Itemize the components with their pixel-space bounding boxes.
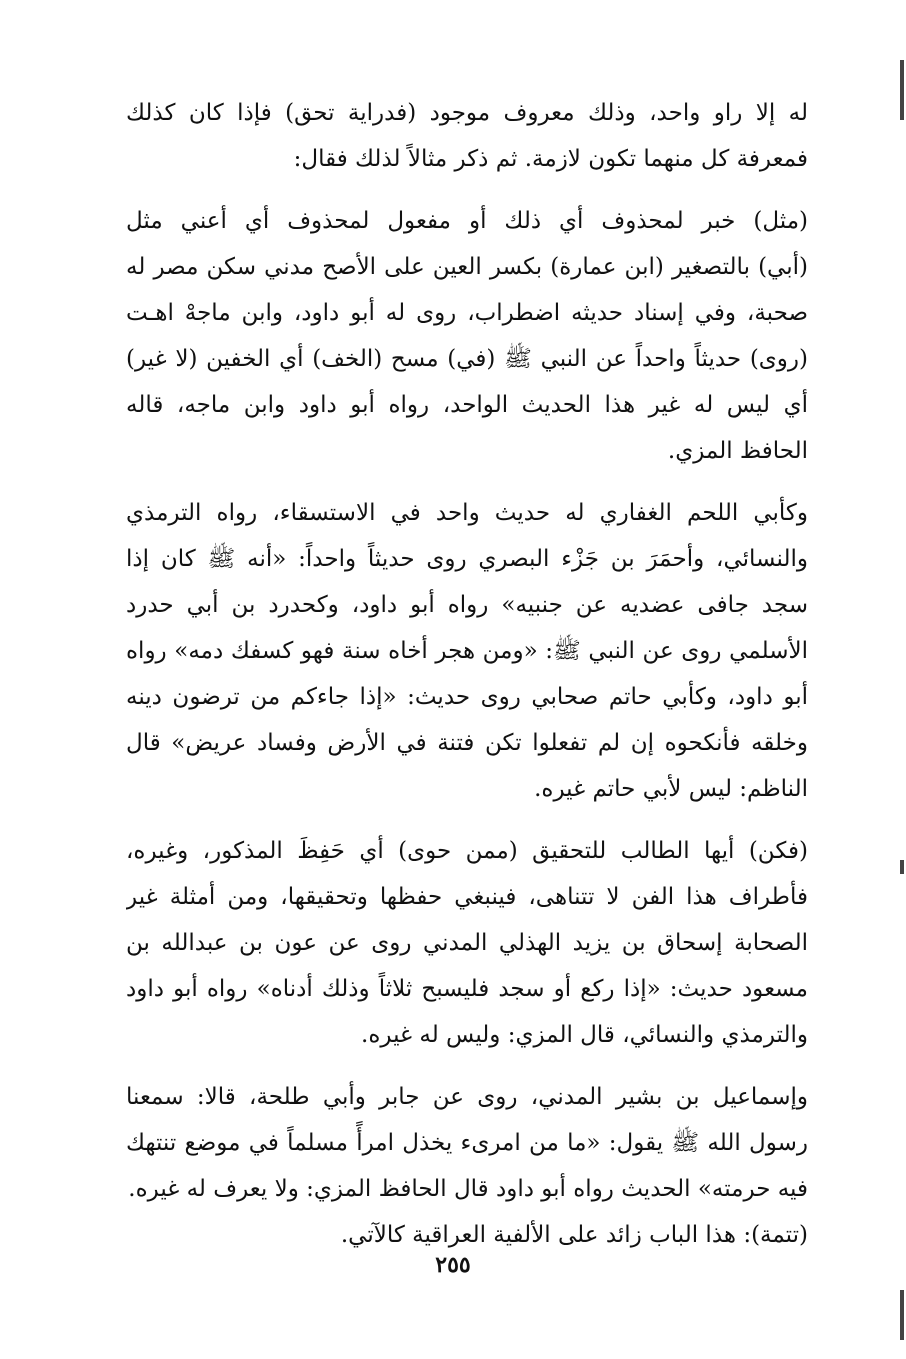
text-line: أي ليس له غير هذا الحديث الواحد، رواه أبو داود وابن ماجه، قاله [126,392,808,418]
text-line: رسول الله ﷺ يقول: «ما من امرىء يخذل امرأً مسلماً في موضع تنتهك [126,1130,808,1156]
paragraph-3 [126,490,808,812]
text-line: (فكن) أيها الطالب للتحقيق (ممن حوى) أي حَفِظَ المذكور، وغيره، [126,838,808,864]
text-line: صحبة، وفي إسناد حديثه اضطراب، روى له أبو داود، وابن ماجهْ اهـت [126,300,808,326]
paragraph-2 [126,198,808,474]
text-line: أبو داود، وكأبي حاتم صحابي روى حديث: «إذا جاءكم من ترضون دينه [126,684,808,710]
text-line: الصحابة إسحاق بن يزيد الهذلي المدني روى عن عون بن عبدالله بن [126,930,808,956]
text-line: فمعرفة كل منهما تكون لازمة. ثم ذكر مثالاً لذلك فقال: [293,146,808,172]
paragraph-1 [126,90,808,182]
text-line: فأطراف هذا الفن لا تتناهى، فينبغي حفظها وتحقيقها، ومن أمثلة غير [126,884,808,910]
text-line: والنسائي، وأحمَرَ بن جَزْء البصري روى حديثاً واحداً: «أنه ﷺ كان إذا [126,546,808,572]
text-line: الأسلمي روى عن النبي ﷺ: «ومن هجر أخاه سنة فهو كسفك دمه» رواه [126,638,808,664]
main-text [126,90,808,1258]
text-line: وكأبي اللحم الغفاري له حديث واحد في الاستسقاء، رواه الترمذي [126,500,808,526]
text-line: له إلا راو واحد، وذلك معروف موجود (فدراية تحق) فإذا كان كذلك [126,100,808,126]
paragraph-5 [126,1074,808,1212]
text-line: وإسماعيل بن بشير المدني، روى عن جابر وأبي طلحة، قالا: سمعنا [126,1084,808,1110]
text-line: (أبي) بالتصغير (ابن عمارة) بكسر العين على الأصح مدني سكن مصر له [126,254,808,280]
text-line: مسعود حديث: «إذا ركع أو سجد فليسبح ثلاثاً وذلك أدناه» رواه أبو داود [126,976,808,1002]
text-line: (روى) حديثاً واحداً عن النبي ﷺ (في) مسح (الخف) أي الخفين (لا غير) [126,346,808,372]
scan-edge-mark [900,60,904,120]
scan-edge-mark [900,860,904,874]
text-line: (مثل) خبر لمحذوف أي ذلك أو مفعول لمحذوف أي أعني مثل [126,208,808,234]
text-line: الحافظ المزي. [667,438,808,464]
text-line: (تتمة): هذا الباب زائد على الألفية العراقية كالآتي. [340,1222,808,1248]
text-line: فيه حرمته» الحديث رواه أبو داود قال الحافظ المزي: ولا يعرف له غيره. [128,1176,808,1202]
text-line: والترمذي والنسائي، قال المزي: وليس له غيره. [361,1022,808,1048]
paragraph-4 [126,828,808,1058]
page-number: ٢٥٥ [435,1252,471,1278]
scan-edge-mark [900,1290,904,1340]
text-line: وخلقه فأنكحوه إن لم تفعلوا تكن فتنة في الأرض وفساد عريض» قال [126,730,808,756]
text-line: سجد جافى عضديه عن جنبيه» رواه أبو داود، وكحدرد بن أبي حدرد [126,592,808,618]
text-line: الناظم: ليس لأبي حاتم غيره. [534,776,808,802]
